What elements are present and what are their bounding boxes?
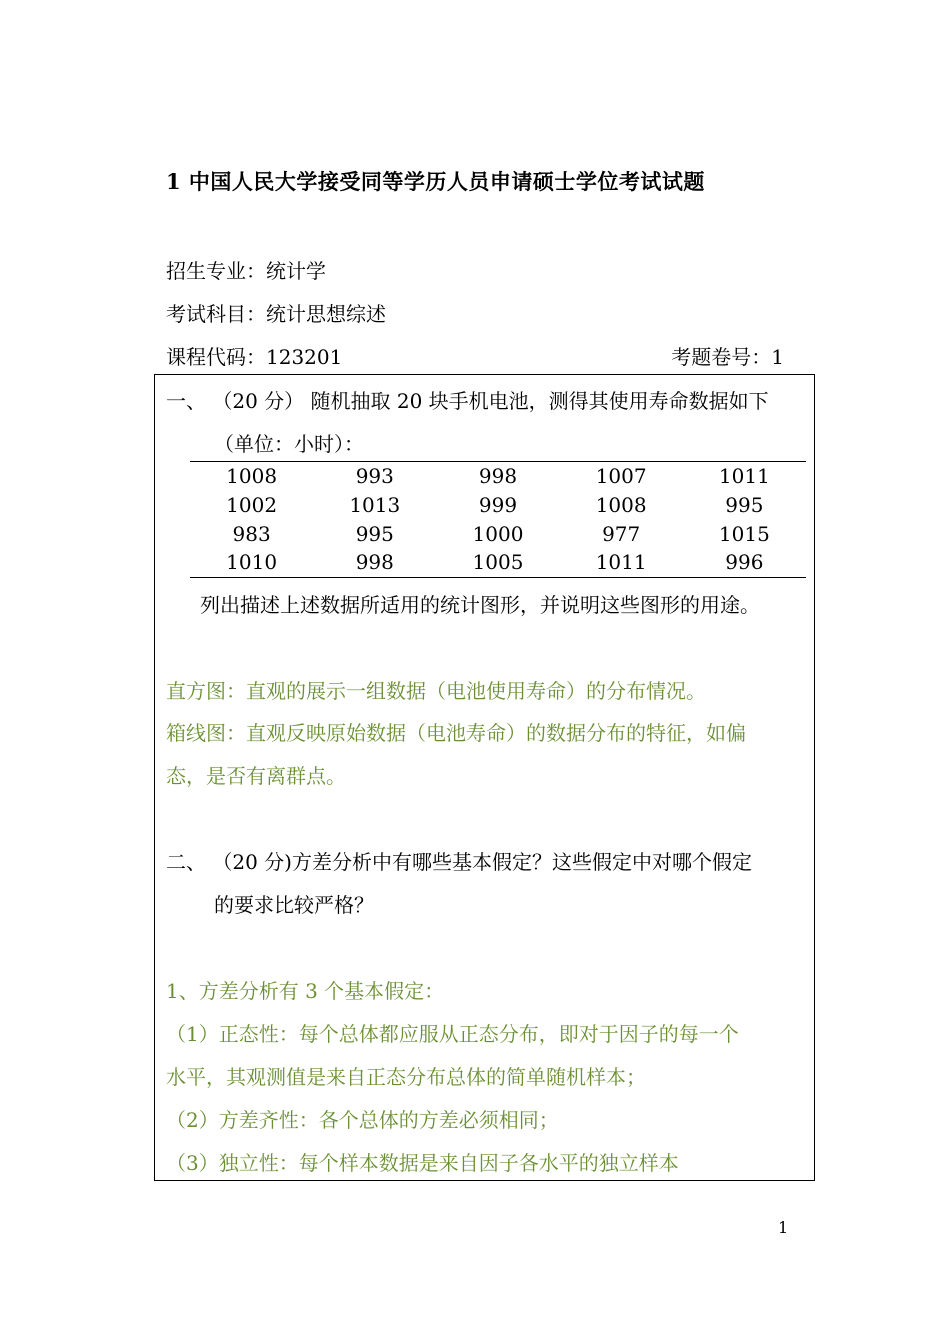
table-cell: 1013 <box>349 493 401 518</box>
table-row <box>190 519 806 548</box>
q1-prompt-line1: 一、 （20 分） 随机抽取 20 块手机电池，测得其使用寿命数据如下 <box>166 389 769 413</box>
table-cell: 1011 <box>683 462 806 491</box>
q1-answer-boxplot-line2: 态，是否有离群点。 <box>166 764 346 788</box>
table-cell: 1002 <box>226 493 278 518</box>
battery-life-table <box>190 461 806 578</box>
q1-prompt-line2: （单位：小时）： <box>214 432 364 456</box>
table-cell: 993 <box>313 462 436 491</box>
q1-instruction: 列出描述上述数据所适用的统计图形，并说明这些图形的用途。 <box>200 593 760 617</box>
q2-answer-heading: 1、方差分析有 3 个基本假定： <box>166 979 445 1003</box>
table-cell: 1000 <box>472 521 524 546</box>
paper-number-line: 考题卷号：1 <box>671 345 784 369</box>
table-cell: 1011 <box>560 548 683 577</box>
table-cell: 1010 <box>190 548 313 577</box>
table-cell: 983 <box>232 521 271 546</box>
q2-prompt-line2: 的要求比较严格？ <box>214 893 374 917</box>
table-cell: 1015 <box>718 521 770 546</box>
q2-answer-homoscedasticity: （2）方差齐性：各个总体的方差必须相同； <box>166 1108 559 1132</box>
table-cell: 996 <box>683 548 806 577</box>
page-number: 1 <box>778 1218 789 1237</box>
course-code-line: 课程代码：123201 <box>166 345 343 369</box>
q2-answer-normality-line2: 水平，其观测值是来自正态分布总体的简单随机样本； <box>166 1065 646 1089</box>
major-line: 招生专业：统计学 <box>166 259 326 283</box>
table-cell: 995 <box>725 493 764 518</box>
table-cell: 1005 <box>436 548 559 577</box>
table-cell: 998 <box>436 462 559 491</box>
page-title: 1 中国人民大学接受同等学历人员申请硕士学位考试试题 <box>166 169 705 194</box>
table-cell: 1007 <box>560 462 683 491</box>
table-cell: 977 <box>602 521 641 546</box>
table-cell: 995 <box>355 521 394 546</box>
table-row <box>190 548 806 577</box>
q2-answer-independence: （3）独立性：每个样本数据是来自因子各水平的独立样本 <box>166 1151 679 1175</box>
table-row <box>190 462 806 491</box>
q2-prompt-line1: 二、 （20 分)方差分析中有哪些基本假定？这些假定中对哪个假定 <box>166 850 752 874</box>
table-row <box>190 491 806 520</box>
table-cell: 1008 <box>190 462 313 491</box>
q1-answer-histogram: 直方图：直观的展示一组数据（电池使用寿命）的分布情况。 <box>166 679 706 703</box>
q1-answer-boxplot-line1: 箱线图：直观反映原始数据（电池寿命）的数据分布的特征，如偏 <box>166 721 746 745</box>
table-cell: 1008 <box>595 493 647 518</box>
subject-line: 考试科目：统计思想综述 <box>166 302 386 326</box>
table-cell: 998 <box>313 548 436 577</box>
table-cell: 999 <box>478 493 518 518</box>
q2-answer-normality-line1: （1）正态性：每个总体都应服从正态分布，即对于因子的每一个 <box>166 1022 739 1046</box>
